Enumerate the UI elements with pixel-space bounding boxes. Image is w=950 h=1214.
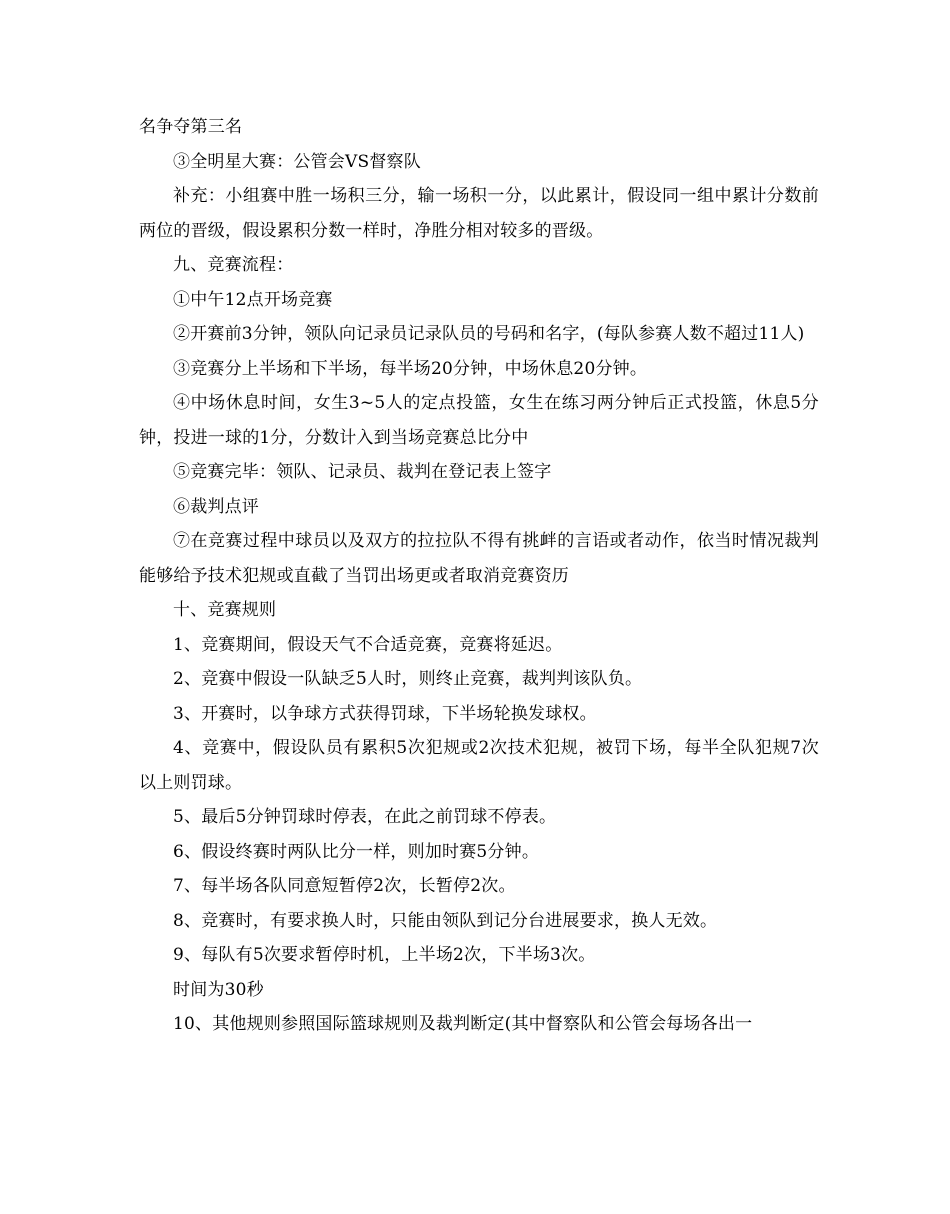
- rule-item-7: 7、每半场各队同意短暂停2次，长暂停2次。: [173, 876, 516, 896]
- section-heading-competition-rules: 十、竞赛规则: [173, 600, 277, 620]
- rule-item-3: 3、开赛时，以争球方式获得罚球，下半场轮换发球权。: [173, 703, 597, 724]
- paragraph-supplement: 补充：小组赛中胜一场积三分，输一场积一分，以此累计，假设同一组中累计分数前两位的晋级，假设累积分数一样时，净胜分相对较多的晋级。: [139, 186, 819, 241]
- rule-item-8: 8、竞赛时，有要求换人时，只能由领队到记分台进展要求，换人无效。: [173, 910, 718, 931]
- process-item-7: ⑦在竞赛过程中球员以及双方的拉拉队不得有挑衅的言语或者动作，依当时情况裁判能够给予技术犯规或直截了当罚出场更或者取消竞赛资历: [139, 531, 819, 586]
- process-item-5: ⑤竞赛完毕：领队、记录员、裁判在登记表上签字: [173, 462, 552, 482]
- document-body: [139, 110, 819, 1042]
- paragraph-allstar-match: ③全明星大赛：公管会VS督察队: [173, 151, 421, 172]
- process-item-2: ②开赛前3分钟，领队向记录员记录队员的号码和名字，(每队参赛人数不超过11人): [173, 324, 805, 344]
- process-item-1: ①中午12点开场竞赛: [173, 289, 333, 310]
- paragraph-continuation: 名争夺第三名: [139, 117, 243, 137]
- section-heading-competition-process: 九、竞赛流程：: [173, 255, 294, 275]
- process-item-4: ④中场休息时间，女生3~5人的定点投篮，女生在练习两分钟后正式投篮，休息5分钟，投进一球的1分，分数计入到当场竞赛总比分中: [139, 393, 819, 448]
- rule-item-6: 6、假设终赛时两队比分一样，则加时赛5分钟。: [173, 841, 540, 862]
- rule-item-4: 4、竞赛中，假设队员有累积5次犯规或2次技术犯规，被罚下场，每半全队犯规7次以上则罚球。: [139, 738, 819, 793]
- rule-item-9: 9、每队有5次要求暂停时机，上半场2次，下半场3次。: [173, 945, 596, 965]
- process-item-3: ③竞赛分上半场和下半场，每半场20分钟，中场休息20分钟。: [173, 358, 648, 379]
- rule-item-10: 10、其他规则参照国际篮球规则及裁判断定(其中督察队和公管会每场各出一: [173, 1014, 753, 1034]
- rule-item-9-timeout-duration: 时间为30秒: [173, 979, 264, 1000]
- rule-item-1: 1、竞赛期间，假设天气不合适竞赛，竞赛将延迟。: [173, 634, 563, 655]
- rule-item-2: 2、竞赛中假设一队缺乏5人时，则终止竞赛，裁判判该队负。: [173, 669, 643, 689]
- rule-item-5: 5、最后5分钟罚球时停表，在此之前罚球不停表。: [173, 807, 557, 827]
- process-item-6: ⑥裁判点评: [173, 496, 259, 517]
